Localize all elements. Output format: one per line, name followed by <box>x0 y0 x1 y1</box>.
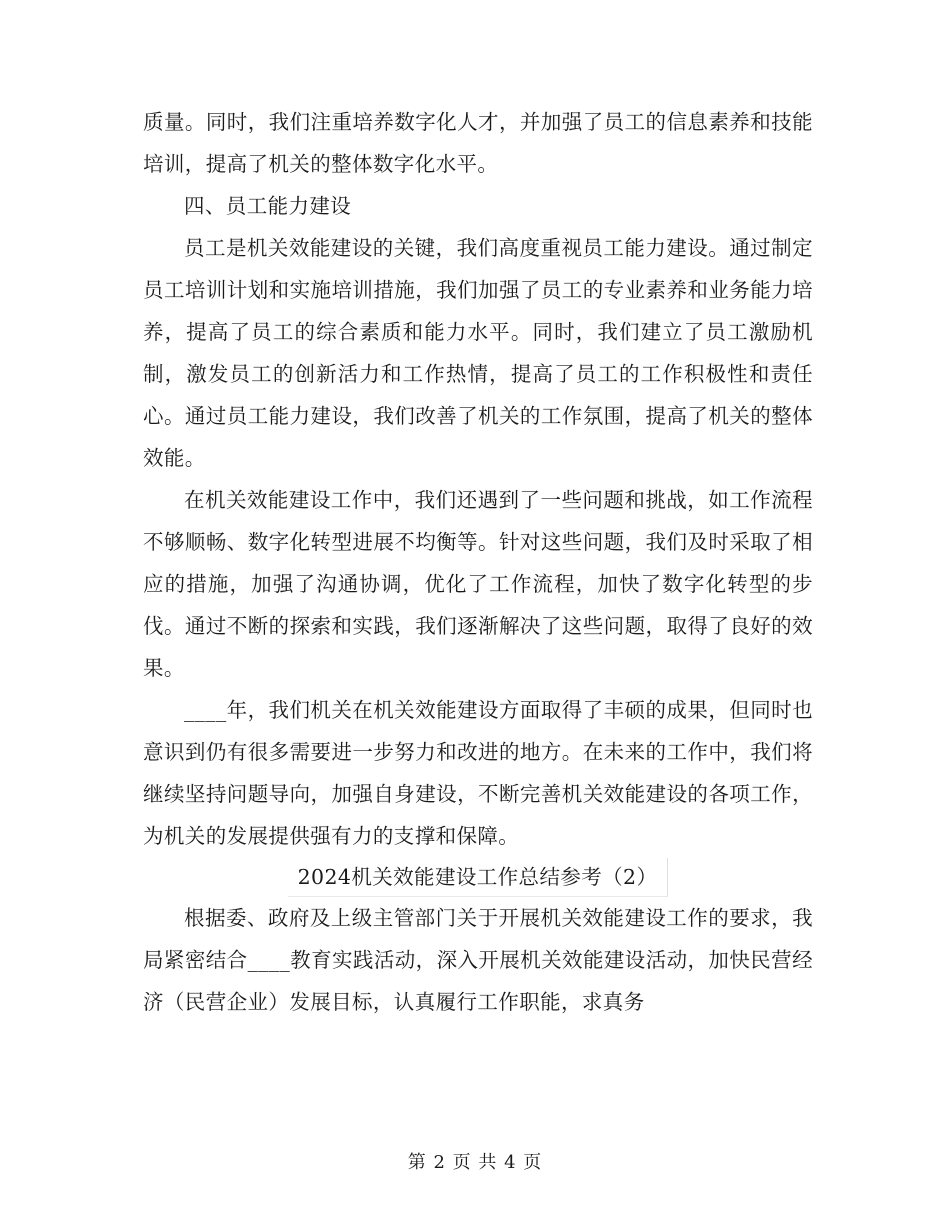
document-title: 2024机关效能建设工作总结参考（2） <box>288 858 669 897</box>
paragraph-problems-challenges: 在机关效能建设工作中，我们还遇到了一些问题和挑战，如工作流程不够顺畅、数字化转型进展不均衡等。针对这些问题，我们及时采取了相应的措施，加强了沟通协调，优化了工作流程，加快了数字化转型的步伐。通过不断的探索和实践，我们逐渐解决了这些问题，取得了良好的效果。 <box>143 488 813 680</box>
paragraph-year-summary: ____年，我们机关在机关效能建设方面取得了丰硕的成果，但同时也意识到仍有很多需要进一步努力和改进的地方。在未来的工作中，我们将继续坚持问题导向，加强自身建设，不断完善机关效能建设的各项工作，为机关的发展提供强有力的支撑和保障。 <box>143 698 813 848</box>
paragraph-staff-capacity: 员工是机关效能建设的关键，我们高度重视员工能力建设。通过制定员工培训计划和实施培训措施，我们加强了员工的专业素养和业务能力培养，提高了员工的综合素质和能力水平。同时，我们建立了员工激励机制，激发员工的创新活力和工作热情，提高了员工的工作积极性和责任心。通过员工能力建设，我们改善了机关的工作氛围，提高了机关的整体效能。 <box>143 236 813 470</box>
section-heading: 四、员工能力建设 <box>184 194 352 218</box>
document-body <box>143 101 813 1023</box>
paragraph-second-report-intro: 根据委、政府及上级主管部门关于开展机关效能建设工作的要求，我局紧密结合____教育实践活动，深入开展机关效能建设活动，加快民营经济（民营企业）发展目标，认真履行工作职能，求真务 <box>143 906 813 1014</box>
title-wrap <box>143 857 813 897</box>
page-footer: 第 2 页 共 4 页 <box>407 1152 543 1173</box>
paragraph-continuation: 质量。同时，我们注重培养数字化人才，并加强了员工的信息素养和技能培训，提高了机关的整体数字化水平。 <box>143 110 813 176</box>
